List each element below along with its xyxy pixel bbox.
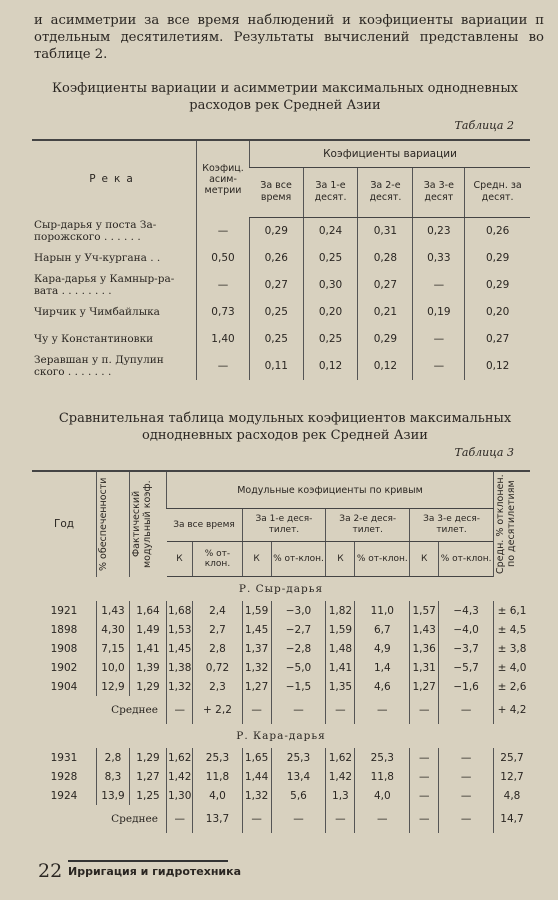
table3-average-label: Среднее (111, 813, 158, 825)
table3-section-row (32, 724, 530, 748)
table3-cell: 13,4 (271, 767, 326, 786)
table3-cell: ± 3,8 (494, 639, 531, 658)
table2-cell: 0,25 (303, 245, 358, 272)
table3-average-cell: 13,7 (193, 805, 242, 833)
table3-cell: 1,42 (326, 767, 355, 786)
table2-cell: 0,29 (465, 245, 530, 272)
table3-cell: −3,7 (439, 639, 494, 658)
table3-average-cell: — (242, 696, 271, 724)
table2-cell: 0,73 (197, 299, 250, 326)
table3-cell: 1,35 (326, 677, 355, 696)
table3-period: За 2-е деся-тилет. (326, 509, 410, 542)
table2-cell: 1,40 (197, 326, 250, 353)
table3-cell: ± 6,1 (494, 601, 531, 620)
table3-header-factual-coef: Фактический модульный коэф. (131, 480, 153, 569)
table3-average-cell: + 2,2 (193, 696, 242, 724)
table2-cell: 0,20 (465, 299, 530, 326)
table3-average-row (32, 805, 530, 833)
table3-cell: 2,8 (97, 748, 130, 767)
table3-cell: — (439, 748, 494, 767)
table3-cell: 1908 (50, 642, 78, 655)
table3-cell: −1,6 (439, 677, 494, 696)
table3-cell: 1902 (50, 661, 78, 674)
table2-river-name: Чу у Константиновки (34, 333, 154, 345)
table3-cell: −1,5 (271, 677, 326, 696)
table3-period: За 3-е деся-тилет. (410, 509, 494, 542)
table3-cell: 25,3 (355, 748, 410, 767)
table3-cell: 1,45 (242, 620, 271, 639)
table2-cell: 0,27 (358, 272, 413, 299)
table3-row (32, 748, 530, 767)
table3-cell: 1898 (50, 623, 78, 636)
table3-dev-header: % от-клон. (193, 542, 242, 577)
table3-cell: 4,30 (97, 620, 130, 639)
table2-cell: 0,12 (303, 353, 358, 380)
table3-cell: 11,8 (355, 767, 410, 786)
table3-cell: 2,7 (193, 620, 242, 639)
table2-header-river: Река (32, 140, 197, 217)
table2-row (32, 353, 530, 380)
table2-cell: 0,31 (358, 217, 413, 245)
table3-header-mean-deviation: Средн. % отклонен. по десятилетиям (495, 474, 517, 575)
table2-river-name: Чирчик у Чимбайлыка (34, 306, 160, 318)
table3-section-row (32, 577, 530, 602)
table3-k-header: К (410, 542, 439, 577)
table2-cell: 0,29 (250, 217, 304, 245)
table2-subheader: Средн. за десят. (465, 168, 530, 217)
table2-cell: — (413, 326, 465, 353)
table3-cell: 1924 (50, 789, 78, 802)
table3-cell: 11,8 (193, 767, 242, 786)
table2-cell: 0,28 (358, 245, 413, 272)
table3-cell: 1,45 (167, 639, 193, 658)
table2-label: Таблица 2 (454, 119, 514, 132)
table2-subheader: За 3-е десят (413, 168, 465, 217)
table2-cell: — (413, 272, 465, 299)
table3-cell: ± 4,5 (494, 620, 531, 639)
table3-cell: 4,6 (355, 677, 410, 696)
table3-section-title: Р. Сыр-дарья (238, 583, 324, 595)
table3-row (32, 786, 530, 805)
table2-cell: 0,12 (358, 353, 413, 380)
table3-cell: 1,68 (167, 601, 193, 620)
table3-cell: 25,7 (494, 748, 531, 767)
table2-cell: 0,33 (413, 245, 465, 272)
table3-cell: ± 2,6 (494, 677, 531, 696)
table3-cell: 1,65 (242, 748, 271, 767)
table3-title: Сравнительная таблица модульных коэфициентов максимальных однодневных расходов рек Средней Азии (58, 411, 512, 443)
table3-cell: −5,7 (439, 658, 494, 677)
table3-k-header: К (242, 542, 271, 577)
table2-cell: 0,21 (358, 299, 413, 326)
table3-cell: 1931 (50, 751, 78, 764)
table3-cell: −4,0 (439, 620, 494, 639)
table3-label: Таблица 3 (454, 446, 514, 459)
table3-cell: 13,9 (97, 786, 130, 805)
table3-cell: — (439, 767, 494, 786)
table3-average-cell: — (439, 805, 494, 833)
table3-cell: 1,59 (326, 620, 355, 639)
table2-cell: 0,26 (250, 245, 304, 272)
table2-cell: — (197, 353, 250, 380)
table3-k-header: К (167, 542, 193, 577)
table3-average-cell: — (439, 696, 494, 724)
table2-cell: 0,30 (303, 272, 358, 299)
table3-cell: 25,3 (271, 748, 326, 767)
table3-cell: 1,41 (130, 639, 167, 658)
table3-cell: 4,0 (193, 786, 242, 805)
table3-cell: −2,7 (271, 620, 326, 639)
table3-cell: 1,43 (97, 601, 130, 620)
table2-cell: — (197, 217, 250, 245)
table3-dev-header: % от-клон. (439, 542, 494, 577)
table3-cell: 1,43 (410, 620, 439, 639)
table2-row (32, 272, 530, 299)
table3-cell: 1,36 (410, 639, 439, 658)
table3-cell: 1,82 (326, 601, 355, 620)
table3-cell: 1,29 (130, 748, 167, 767)
table3-average-cell: — (167, 805, 193, 833)
table3-average-cell: — (271, 805, 326, 833)
table3-cell: 1,29 (130, 677, 167, 696)
table3-k-header: К (326, 542, 355, 577)
table3-cell: 1,59 (242, 601, 271, 620)
table3-cell: 7,15 (97, 639, 130, 658)
table3-period: За 1-е деся-тилет. (242, 509, 326, 542)
table3-average-cell: — (410, 696, 439, 724)
table3-cell: 6,7 (355, 620, 410, 639)
table3-row (32, 620, 530, 639)
footer-rule (68, 860, 228, 862)
table3-average-cell: 14,7 (494, 805, 531, 833)
table3-dev-header: % от-клон. (271, 542, 326, 577)
table3-cell: 1,32 (167, 677, 193, 696)
table3 (32, 470, 530, 833)
table2-cell: — (413, 353, 465, 380)
table3-cell: 1,62 (167, 748, 193, 767)
table3-cell: 4,0 (355, 786, 410, 805)
table3-cell: 2,8 (193, 639, 242, 658)
table3-cell: 1,62 (326, 748, 355, 767)
table3-average-cell: — (271, 696, 326, 724)
table3-row (32, 639, 530, 658)
table3-section-title: Р. Кара-дарья (236, 730, 326, 742)
table3-cell: 8,3 (97, 767, 130, 786)
table2-river-name: Зеравшан у п. Дупулин ского . . . . . . . (34, 354, 164, 378)
table2-cell: 0,27 (465, 326, 530, 353)
table3-row (32, 677, 530, 696)
table3-period: За все время (167, 509, 243, 542)
table3-average-cell: — (242, 805, 271, 833)
table2-cell: 0,29 (465, 272, 530, 299)
table2-subheader: За все время (250, 168, 304, 217)
table2-river-name: Нарын у Уч-кургана . . (34, 252, 161, 264)
table3-cell: 2,4 (193, 601, 242, 620)
table2-row (32, 245, 530, 272)
table2-subheader: За 1-е десят. (303, 168, 358, 217)
table3-cell: 1,32 (242, 786, 271, 805)
table2-subheader: За 2-е десят. (358, 168, 413, 217)
table2-cell: 0,11 (250, 353, 304, 380)
table3-cell: 5,6 (271, 786, 326, 805)
table3-dev-header: % от-клон. (355, 542, 410, 577)
table3-cell: 1,53 (167, 620, 193, 639)
table2-header-variation: Коэфициенты вариации (250, 140, 531, 168)
table3-average-cell: + 4,2 (494, 696, 531, 724)
table3-cell: 1,38 (167, 658, 193, 677)
table2-cell: 0,50 (197, 245, 250, 272)
table3-cell: — (410, 748, 439, 767)
table3-cell: 0,72 (193, 658, 242, 677)
table3-cell: 1,49 (130, 620, 167, 639)
table2-cell: 0,20 (303, 299, 358, 326)
table2-cell: 0,27 (250, 272, 304, 299)
table2-cell: 0,24 (303, 217, 358, 245)
table2-cell: 0,23 (413, 217, 465, 245)
table3-cell: 1,32 (242, 658, 271, 677)
table3-cell: 1,25 (130, 786, 167, 805)
table3-cell: 1,37 (242, 639, 271, 658)
table2-cell: — (197, 272, 250, 299)
table3-cell: 1,30 (167, 786, 193, 805)
table3-cell: −2,8 (271, 639, 326, 658)
table3-header-curves: Модульные коэфициенты по кривым (167, 471, 494, 509)
table2-header-asymmetry: Коэфиц. асим-метрии (197, 140, 250, 217)
table3-cell: 1,41 (326, 658, 355, 677)
table3-cell: 11,0 (355, 601, 410, 620)
table2-cell: 0,25 (250, 326, 304, 353)
table3-cell: 1,42 (167, 767, 193, 786)
table3-cell: 1,39 (130, 658, 167, 677)
table3-average-cell: — (355, 696, 410, 724)
table3-cell: — (410, 786, 439, 805)
table3-average-cell: — (326, 805, 355, 833)
table2-row (32, 299, 530, 326)
table3-average-label: Среднее (111, 704, 158, 716)
table3-cell: ± 4,0 (494, 658, 531, 677)
table3-row (32, 658, 530, 677)
table3-cell: 1,57 (410, 601, 439, 620)
table3-cell: 1,3 (326, 786, 355, 805)
table3-cell: 10,0 (97, 658, 130, 677)
table3-average-row (32, 696, 530, 724)
table2-river-name: Кара-дарья у Камныр-ра-вата . . . . . . . . (34, 273, 175, 297)
table2-cell: 0,12 (465, 353, 530, 380)
table3-cell: 2,3 (193, 677, 242, 696)
table3-cell: 1921 (50, 604, 78, 617)
table3-cell: 1,27 (242, 677, 271, 696)
table3-cell: 4,9 (355, 639, 410, 658)
table2-title: Коэфициенты вариации и асимметрии максимальных однодневных расходов рек Средней Азии (51, 81, 519, 113)
table3-average-cell: — (410, 805, 439, 833)
journal-title: Ирригация и гидротехника (68, 865, 242, 878)
table3-cell: 25,3 (193, 748, 242, 767)
table3-cell: 1,48 (326, 639, 355, 658)
table3-cell: 12,9 (97, 677, 130, 696)
table3-cell: 4,8 (494, 786, 531, 805)
table3-cell: 1904 (50, 680, 78, 693)
table2-cell: 0,29 (358, 326, 413, 353)
page-number: 22 (38, 860, 63, 882)
table3-cell: 1,64 (130, 601, 167, 620)
table2-cell: 0,26 (465, 217, 530, 245)
table3-row (32, 601, 530, 620)
table3-cell: 12,7 (494, 767, 531, 786)
table3-cell: — (410, 767, 439, 786)
table3-cell: — (439, 786, 494, 805)
table2-row (32, 326, 530, 353)
table2 (32, 139, 530, 380)
table2-row (32, 217, 530, 245)
intro-paragraph: и асимметрии за все время наблюдений и коэфициенты вариации п отдельным десятилетиям. Результаты вычислений представлены во таблице 2. (34, 13, 544, 62)
table3-cell: 1,44 (242, 767, 271, 786)
table2-cell: 0,25 (250, 299, 304, 326)
table3-cell: 1928 (50, 770, 78, 783)
table3-header-year: Год (32, 471, 97, 577)
table3-header-probability: % обеспеченности (98, 477, 109, 571)
table2-river-name: Сыр-дарья у поста За-порожского . . . . . . (34, 218, 157, 243)
table3-cell: 1,31 (410, 658, 439, 677)
table3-average-cell: — (167, 696, 193, 724)
table3-average-cell: — (326, 696, 355, 724)
table3-row (32, 767, 530, 786)
table2-cell: 0,19 (413, 299, 465, 326)
table3-cell: −3,0 (271, 601, 326, 620)
table3-cell: 1,27 (130, 767, 167, 786)
table3-cell: −4,3 (439, 601, 494, 620)
table3-cell: 1,27 (410, 677, 439, 696)
table3-cell: −5,0 (271, 658, 326, 677)
table3-cell: 1,4 (355, 658, 410, 677)
table2-cell: 0,25 (303, 326, 358, 353)
table3-average-cell: — (355, 805, 410, 833)
